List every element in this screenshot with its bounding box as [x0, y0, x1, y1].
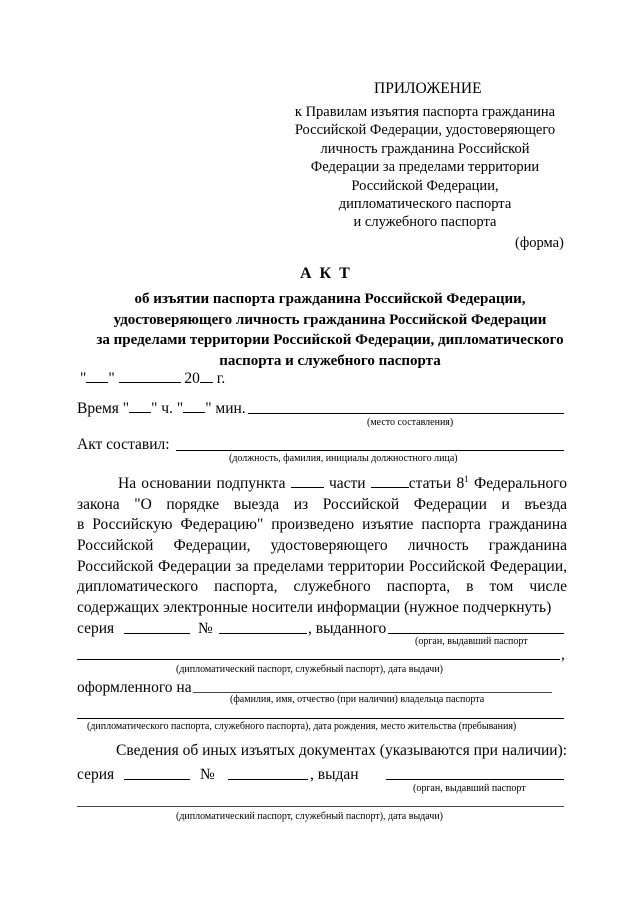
- form-label: (форма): [515, 235, 564, 251]
- type-line[interactable]: [77, 659, 560, 660]
- year-suffix: г.: [216, 370, 226, 387]
- owner-line[interactable]: [193, 692, 552, 693]
- type-caption: (дипломатический паспорт, служебный паспорт), дата выдачи): [176, 664, 444, 675]
- year-blank[interactable]: [200, 369, 213, 383]
- appendix-line: Федерации за пределами территории: [310, 159, 540, 176]
- date-quote: ": [80, 370, 87, 387]
- compiled-line[interactable]: [176, 450, 564, 451]
- minute-blank[interactable]: [183, 399, 205, 413]
- subtitle-line: паспорта и служебного паспорта: [219, 352, 441, 369]
- other-issuer-line[interactable]: [386, 779, 564, 780]
- series-label: серия: [77, 620, 115, 637]
- owner-caption: (фамилия, имя, отчество (при наличии) владельца паспорта: [230, 694, 485, 705]
- owner-label: оформленного на: [77, 679, 192, 696]
- other-issued-label: , выдан: [310, 766, 359, 783]
- body-line: в Российскую Федерацию" произведено изъятие паспорта гражданина: [77, 516, 567, 534]
- number-label: №: [198, 620, 213, 637]
- appendix-heading: ПРИЛОЖЕНИЕ: [374, 80, 482, 97]
- body-line: Российской Федерации за пределами территории Российской Федерации,: [77, 557, 567, 575]
- appendix-line: Российской Федерации, удостоверяющего: [294, 122, 556, 139]
- comma: ,: [561, 646, 565, 663]
- subclause-blank[interactable]: [291, 474, 324, 488]
- time-label: Время ": [77, 400, 130, 417]
- hour-blank[interactable]: [129, 399, 151, 413]
- body-line: содержащих электронные носители информации (нужное подчеркнуть): [77, 598, 552, 616]
- other-type-caption: (дипломатический паспорт, служебный паспорт), дата выдачи): [176, 811, 444, 822]
- body-line: Российской Федерации, удостоверяющего личность гражданина: [77, 536, 567, 554]
- body-line: дипломатического паспорта, служебного паспорта, в том числе: [77, 578, 567, 596]
- issuer-line[interactable]: [388, 633, 564, 634]
- appendix-line: и служебного паспорта: [353, 214, 497, 231]
- appendix-text: [270, 103, 580, 232]
- subtitle-line: удостоверяющего личность гражданина Российской Федерации: [113, 311, 547, 328]
- hour-label: " ч. ": [151, 400, 184, 417]
- place-caption: (место составления): [367, 417, 454, 428]
- other-issuer-caption: (орган, выдавший паспорт: [413, 783, 526, 794]
- appendix-line: дипломатического паспорта: [338, 196, 512, 213]
- date-field[interactable]: [80, 369, 225, 388]
- other-series-line[interactable]: [124, 779, 190, 780]
- minute-label: " мин.: [205, 400, 246, 417]
- issuer-caption: (орган, выдавший паспорт: [415, 636, 528, 647]
- compiled-label: Акт составил:: [77, 436, 170, 453]
- other-heading: Сведения об иных изъятых документах (указываются при наличии):: [116, 742, 568, 759]
- series-line[interactable]: [124, 633, 190, 634]
- body-line: На основании подпункта части статьи $8^1$ Федерального: [118, 474, 568, 493]
- appendix-line: к Правилам изъятия паспорта гражданина: [294, 104, 556, 120]
- document-title: А К Т: [300, 265, 352, 282]
- part-blank[interactable]: [371, 474, 409, 488]
- date-quote: ": [108, 370, 115, 387]
- document-subtitle: [60, 289, 600, 371]
- appendix-line: личность гражданина Российской: [320, 140, 530, 157]
- body-line: закона "О порядке выезда из Российской Федерации и въезда: [77, 495, 567, 513]
- owner-caption-2: (дипломатического паспорта, служебного паспорта), дата рождения, место жительства (пребывания): [87, 721, 517, 732]
- month-blank[interactable]: [119, 369, 181, 383]
- other-series-label: серия: [77, 766, 115, 783]
- issued-label: , выданного: [308, 620, 387, 637]
- place-line[interactable]: [248, 413, 564, 414]
- day-blank[interactable]: [86, 369, 108, 383]
- subtitle-line: за пределами территории Российской Федерации, дипломатического: [96, 332, 564, 348]
- other-number-line[interactable]: [228, 779, 308, 780]
- number-line[interactable]: [219, 633, 307, 634]
- time-field[interactable]: [77, 399, 246, 418]
- other-number-label: №: [200, 766, 215, 783]
- body-paragraph: [77, 469, 567, 618]
- year-prefix: 20: [184, 370, 200, 387]
- other-type-line[interactable]: [77, 806, 564, 807]
- subtitle-line: об изъятии паспорта гражданина Российской Федерации,: [134, 291, 526, 307]
- appendix-line: Российской Федерации,: [351, 177, 499, 194]
- owner-line-2[interactable]: [77, 718, 564, 719]
- compiled-caption: (должность, фамилия, инициалы должностного лица): [229, 453, 458, 464]
